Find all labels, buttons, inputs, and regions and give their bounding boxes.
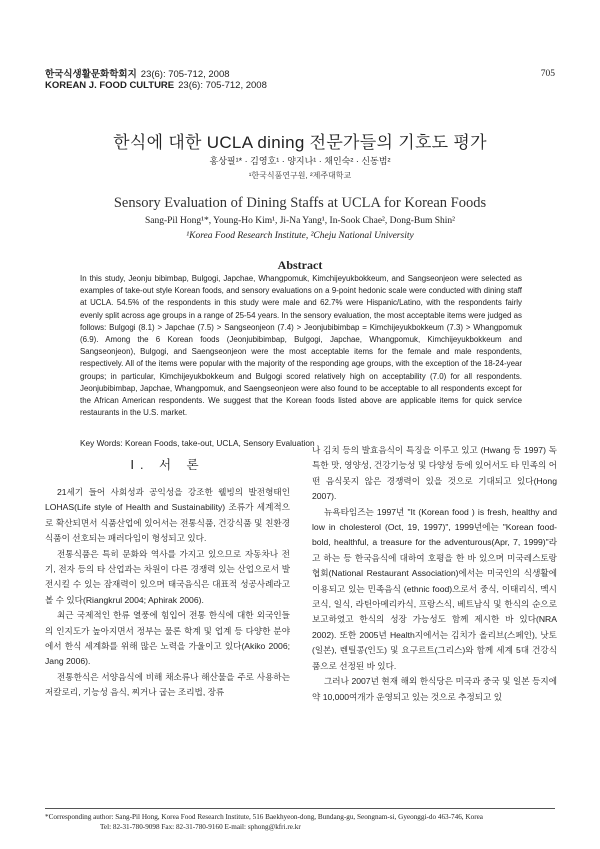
journal-korean-name: 한국식생활문화학회지	[45, 69, 137, 80]
korean-authors: 홍상필¹* · 김영호¹ · 양지나¹ · 채인숙² · 신동범²	[209, 156, 391, 166]
korean-title: 한식에 대한 UCLA dining 전문가들의 기호도 평가	[113, 133, 487, 152]
body-paragraph: 전통식품은 특히 문화와 역사를 가지고 있으므로 자동차나 전기, 전자 등의 타 산업과는 차원이 다른 경쟁력 있는 산업으로서 발전시킬 수 있는 잠재력이 있으며 태국음식은 대표적 성공사례라고 볼 수 있다(Riangkrul 2004; Aphirak 2006).	[45, 548, 290, 605]
footnote-divider	[45, 808, 555, 809]
page-number: 705	[540, 69, 555, 79]
english-authors: Sang-Pil Hong¹*, Young-Ho Kim¹, Ji-Na Yang¹, In-Sook Chae², Dong-Bum Shin²	[144, 216, 456, 226]
section-heading-introduction: Ⅰ. 서 론	[130, 458, 205, 472]
left-column	[45, 485, 290, 701]
body-paragraph: 그러나 2007년 현재 해외 한식당은 미국과 중국 및 일본 등지에 약 10,000여개가 운영되고 있는 것으로 추정되고 있	[312, 676, 557, 702]
korean-affiliations: ¹한국식품연구원, ²제주대학교	[248, 171, 352, 180]
journal-english-name: KOREAN J. FOOD CULTURE	[45, 80, 175, 91]
keywords: Key Words: Korean Foods, take-out, UCLA, Sensory Evaluation	[80, 438, 315, 448]
right-column	[312, 443, 557, 705]
body-paragraph: 전통한식은 서양음식에 비해 채소류나 해산물을 주로 사용하는 저칼로리, 기능성 음식, 찌거나 굽는 조리법, 장류	[45, 671, 290, 698]
abstract-heading: Abstract	[277, 258, 323, 272]
body-paragraph: 21세기 들어 사회성과 공익성을 강조한 웰빙의 발전형태인 LOHAS(Life style of Health and Sustainability) 조류가 세계적으로 확산되면서 식품산업에 있어서는 전통식품, 건강식품 및 친환경식품이 선호되는 패러다임이 형성되고 있다.	[45, 487, 290, 544]
footnote	[45, 812, 560, 832]
body-paragraph: 나 김치 등의 발효음식이 특징을 이루고 있고 (Hwang 등 1997) 독특한 맛, 영양성, 건강기능성 및 다양성 등에 있어서도 타 민족의 어떤 음식못지 않은 경쟁력이 있을 것으로 기대되고 있다(Hong 2007).	[312, 445, 557, 502]
journal-citation-2: 23(6): 705-712, 2008	[178, 80, 267, 91]
english-affiliations: ¹Korea Food Research Institute, ²Cheju National University	[186, 231, 414, 241]
abstract-text: In this study, Jeonju bibimbap, Bulgogi, Japchae, Whangpomuk, Kimchijeyukbokkeum, and Sangseonjeon were selected as examples of take-out style Korean foods, and sensory evaluations on a 9-point hedonic scale were conducted with dining staff at UCLA. 54.5% of the respondents in this study were male and 62.7% were Hispanic/Latino, with the respondents fairly evenly split across age groups in a range of 25-54 years. In the sensory evaluation, the most acceptable items were judged as follows: Bulgogi (8.1) > Japchae (7.5) > Sangseonjeon (7.4) > Jeonjubibimbap = Kimchijeyukbokkeum (7.3) > Whangpomuk (6.9). Among the 6 Korean foods (Jeonjubibimbap, Bulgogi, Japchae, Whangpomuk, Kimchijeyukbokkeum and Sangseonjeon), Bulgogi, and Saengseonjeon were the most acceptable items for the female and male respondents, respectively. All of the items were popular with the majority of the responding age groups, with the exception of the 18-24-year groups; in particular, Kimchijeyukbokkeum and Bulgogi scored relatively high on acceptability (7.0) for all respondents. Jeonjubibimbap, Japchae, Whangpomuk, and Saengseonjeon were also found to be acceptable to all respondents except for the African American respondents. We suggest that the Korean foods listed above are applicable items for quick service restaurants in the U.S. market.	[80, 274, 522, 418]
journal-citation: 23(6): 705-712, 2008	[140, 69, 230, 80]
journal-header-english	[45, 80, 267, 92]
footnote-line-1: *Corresponding author: Sang-Pil Hong, Korea Food Research Institute, 516 Baekhyeon-dong, Bundang-gu, Seongnam-si, Gyeonggi-do 463-746, Korea	[45, 813, 483, 821]
body-paragraph: 뉴욕타임즈는 1997년 "It (Korean food ) is fresh, healthy and low in cholesterol (Oct, 19, 1997)", 1999년에는 "Korean food-bold, healthful, a treasure for the adventurous(Apr, 7, 1999)"라고 하는 등 한국음식에 대하여 호평을 한 바 있으며 미국레스토랑협회(National Restaurant Association)에서는 미국인의 식생활에 이용되고 있는 민족음식 (ethnic food)으로서 중식, 이태리식, 멕시코식, 일식, 라틴아메리카식, 프랑스식, 베트남식 및 한식의 순으로 보고하였고 한식의 성장 가능성도 함께 제시한 바 있다(NRA 2002). 또한 2005년 Health지에서는 김치가 올리브(스페인), 낫토(일본), 렌틸콩(인도) 및 요구르트(그리스)와 함께 세계 5대 건강식품으로 선정된 바 있다.	[312, 506, 557, 671]
body-paragraph: 최근 국제적인 한류 열풍에 힘입어 전통 한식에 대한 외국인들의 인지도가 높아지면서 정부는 물론 학계 및 업계 등 다양한 분야에서 한식 세계화를 위해 많은 노력을 가울이고 있다(Akiko 2006; Jang 2006).	[45, 610, 290, 667]
footnote-line-2: Tel: 82-31-780-9098 Fax: 82-31-780-9160 E-mail: sphong@kfri.re.kr	[100, 823, 301, 831]
english-title: Sensory Evaluation of Dining Staffs at UCLA for Korean Foods	[113, 195, 487, 211]
